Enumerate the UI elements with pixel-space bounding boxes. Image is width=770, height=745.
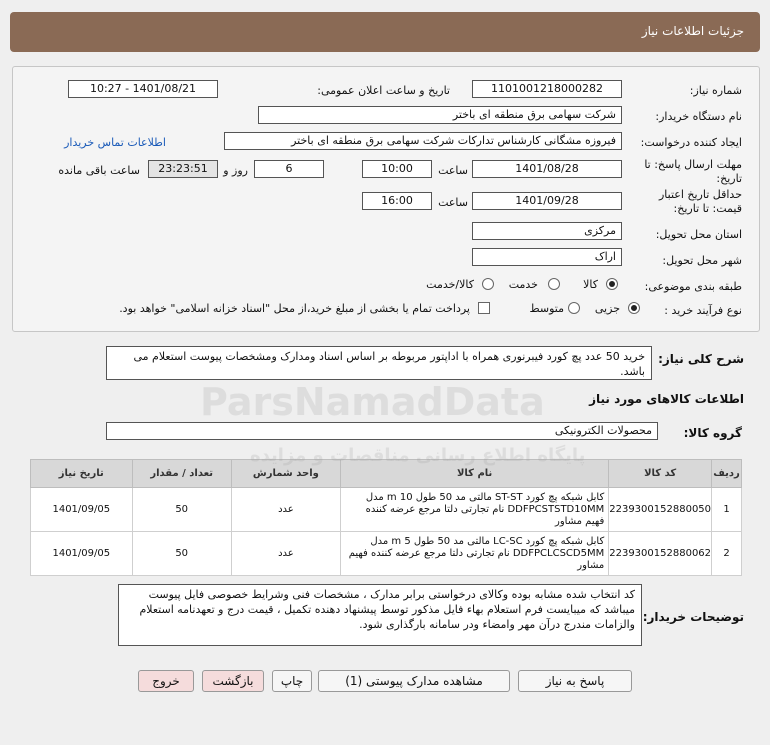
treasury-payment-note: پرداخت تمام یا بخشی از مبلغ خرید،از محل "اسناد خزانه اسلامی" خواهد بود.: [119, 302, 470, 315]
days-label: روز و: [223, 164, 248, 177]
creator-label: ایجاد کننده درخواست:: [640, 136, 742, 149]
table-row: [31, 488, 742, 532]
goods-section-title: اطلاعات کالاهای مورد نیاز: [589, 392, 744, 406]
row-unit: عدد: [231, 532, 340, 576]
category-option-goods-service: کالا/خدمت: [426, 278, 474, 291]
buyer-contact-link[interactable]: اطلاعات تماس خریدار: [64, 136, 166, 149]
process-option-minor: جزیی: [594, 302, 620, 315]
process-radio-minor[interactable]: [628, 302, 640, 314]
validity-label-2: قیمت: تا تاریخ:: [673, 202, 742, 215]
announce-field: 1401/08/21 - 10:27: [68, 80, 218, 98]
page-header: [10, 12, 760, 52]
col-unit: واحد شمارش: [231, 460, 340, 488]
treasury-payment-checkbox[interactable]: [478, 302, 490, 314]
category-radio-goods-service[interactable]: [482, 278, 494, 290]
col-date: تاریخ نیاز: [31, 460, 133, 488]
category-radio-goods[interactable]: [606, 278, 618, 290]
remaining-label: ساعت باقی مانده: [58, 164, 140, 177]
goods-table-header: [31, 460, 742, 488]
province-label: استان محل تحویل:: [655, 228, 742, 241]
category-option-goods: کالا: [583, 278, 598, 291]
summary-field: خرید 50 عدد پچ کورد فیبرنوری همراه با اداپتور مربوطه بر اساس اسناد ومدارک ومشخصات پیوست استعلام می باشد.: [106, 346, 652, 380]
validity-label: حداقل تاریخ اعتبار: [658, 188, 742, 201]
goods-group-field: محصولات الکترونیکی: [106, 422, 658, 440]
buyer-field: شرکت سهامی برق منطقه ای باختر: [258, 106, 622, 124]
deadline-date-field: 1401/08/28: [472, 160, 622, 178]
deadline-label: مهلت ارسال پاسخ: تا: [644, 158, 742, 171]
validity-time-label: ساعت: [438, 196, 468, 209]
row-date: 1401/09/05: [31, 532, 133, 576]
table-row: [31, 532, 742, 576]
row-qty: 50: [132, 488, 231, 532]
deadline-time-field: 10:00: [362, 160, 432, 178]
row-name: کابل شبکه پچ کورد ST-ST مالتی مد 50 طول 10 m مدل DDFPCSTSTD10MM نام تجارتی دلتا مرجع عرضه کننده فهیم مشاور: [341, 488, 609, 532]
need-number-field: 1101001218000282: [472, 80, 622, 98]
watermark-sub: پایگاه اطلاع رسانی مناقصات و مزایده: [250, 445, 586, 466]
category-radio-service[interactable]: [548, 278, 560, 290]
announce-label: تاریخ و ساعت اعلان عمومی:: [317, 84, 450, 97]
reply-button[interactable]: پاسخ به نیاز: [518, 670, 632, 692]
process-option-medium: متوسط: [529, 302, 564, 315]
process-radio-medium[interactable]: [568, 302, 580, 314]
view-attachments-button[interactable]: مشاهده مدارک پیوستی (1): [318, 670, 510, 692]
back-button[interactable]: بازگشت: [202, 670, 264, 692]
summary-label: شرح کلی نیاز:: [658, 352, 744, 366]
process-label: نوع فرآیند خرید :: [664, 304, 742, 317]
row-date: 1401/09/05: [31, 488, 133, 532]
print-button[interactable]: چاپ: [272, 670, 312, 692]
creator-field: فیروزه مشگانی کارشناس تدارکات شرکت سهامی برق منطقه ای باختر: [224, 132, 622, 150]
watermark-brand: ParsNamadData: [200, 380, 545, 424]
col-index: ردیف: [712, 460, 742, 488]
exit-button[interactable]: خروج: [138, 670, 194, 692]
buyer-label: نام دستگاه خریدار:: [655, 110, 742, 123]
goods-table: [30, 459, 742, 576]
need-number-label: شماره نیاز:: [689, 84, 742, 97]
notes-label: توضیحات خریدار:: [642, 610, 744, 624]
validity-time-field: 16:00: [362, 192, 432, 210]
category-label: طبقه بندی موضوعی:: [644, 280, 742, 293]
row-code: 2239300152880050: [609, 488, 712, 532]
days-field: 6: [254, 160, 324, 178]
row-index: 2: [712, 532, 742, 576]
col-name: نام کالا: [341, 460, 609, 488]
row-code: 2239300152880062: [609, 532, 712, 576]
notes-field: کد انتخاب شده مشابه بوده وکالای درخواستی برابر مدارک ، مشخصات فنی وشرایط خصوصی فایل پیوست میباشد که میبایست فرم استعلام بهاء فایل مذکور توسط پیشنهاد دهنده تکمیل ، قیمت درج و تعهدنامه استعلام والزامات مندرج درآن مهر وامضاء ودر سامانه بارگذاری شود.: [118, 584, 642, 646]
province-field: مرکزی: [472, 222, 622, 240]
row-unit: عدد: [231, 488, 340, 532]
category-option-service: خدمت: [508, 278, 538, 291]
col-code: کد کالا: [609, 460, 712, 488]
goods-group-label: گروه کالا:: [683, 426, 742, 440]
page-title: جزئیات اطلاعات نیاز: [641, 24, 744, 38]
row-index: 1: [712, 488, 742, 532]
city-label: شهر محل تحویل:: [662, 254, 742, 267]
col-qty: تعداد / مقدار: [132, 460, 231, 488]
deadline-time-label: ساعت: [438, 164, 468, 177]
city-field: اراک: [472, 248, 622, 266]
row-qty: 50: [132, 532, 231, 576]
validity-date-field: 1401/09/28: [472, 192, 622, 210]
deadline-label-2: تاریخ:: [716, 172, 742, 185]
remaining-time-field: 23:23:51: [148, 160, 218, 178]
row-name: کابل شبکه پچ کورد LC-SC مالتی مد 50 طول 5 m مدل DDFPCLCSCD5MM نام تجارتی دلتا مرجع عرضه کننده فهیم مشاور: [341, 532, 609, 576]
